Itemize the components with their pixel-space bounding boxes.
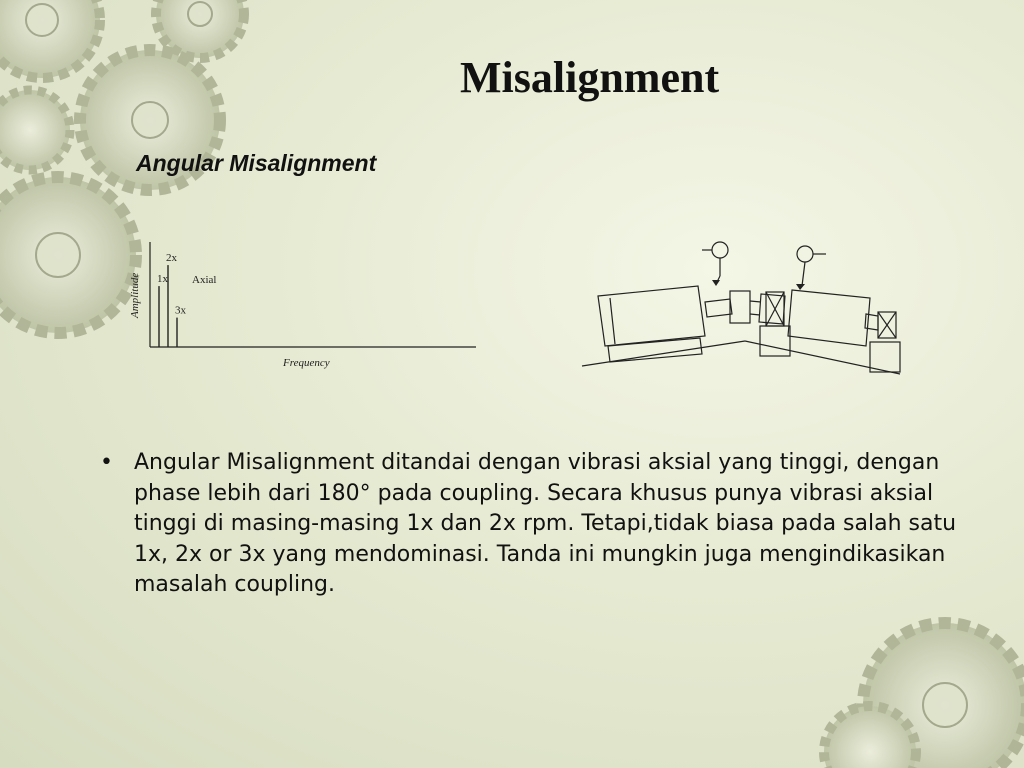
support-b bbox=[870, 342, 900, 372]
x-axis-label: Frequency bbox=[283, 357, 330, 369]
gear-left-low bbox=[0, 90, 70, 170]
axial-label: Axial bbox=[192, 274, 217, 286]
y-axis-label: Amplitude bbox=[129, 272, 141, 318]
bullet-list bbox=[100, 448, 970, 601]
probe-left bbox=[712, 242, 728, 258]
right-motor bbox=[788, 290, 870, 346]
slide-title: Misalignment bbox=[460, 53, 720, 102]
slide-subtitle: Angular Misalignment bbox=[136, 150, 377, 176]
bullet-symbol: • bbox=[100, 450, 113, 475]
bullet-text: Angular Misalignment ditandai dengan vibrasi aksial yang tinggi, dengan phase lebih dari 180° pada coupling. Secara khusus punya vibrasi aksial tinggi di masing-masing 1x dan 2x rpm. Tetapi,tidak biasa pada salah satu 1x, 2x or 3x yang mendominasi. Tanda ini mungkin juga mengindikasikan masalah coupling. bbox=[134, 450, 957, 597]
peak-label-3x: 3x bbox=[175, 304, 186, 317]
peak-label-2x: 2x bbox=[166, 252, 177, 265]
left-shaft bbox=[705, 299, 732, 317]
angular-misalignment-machine-diagram bbox=[580, 236, 910, 376]
coupling-left bbox=[730, 291, 750, 323]
support-a bbox=[760, 326, 790, 356]
bullet-item bbox=[100, 448, 970, 601]
ground-right bbox=[745, 341, 900, 374]
vibration-spectrum-diagram bbox=[122, 236, 482, 376]
ground-left bbox=[582, 341, 745, 366]
probe-right bbox=[797, 246, 813, 262]
peak-label-1x: 1x bbox=[157, 273, 168, 286]
